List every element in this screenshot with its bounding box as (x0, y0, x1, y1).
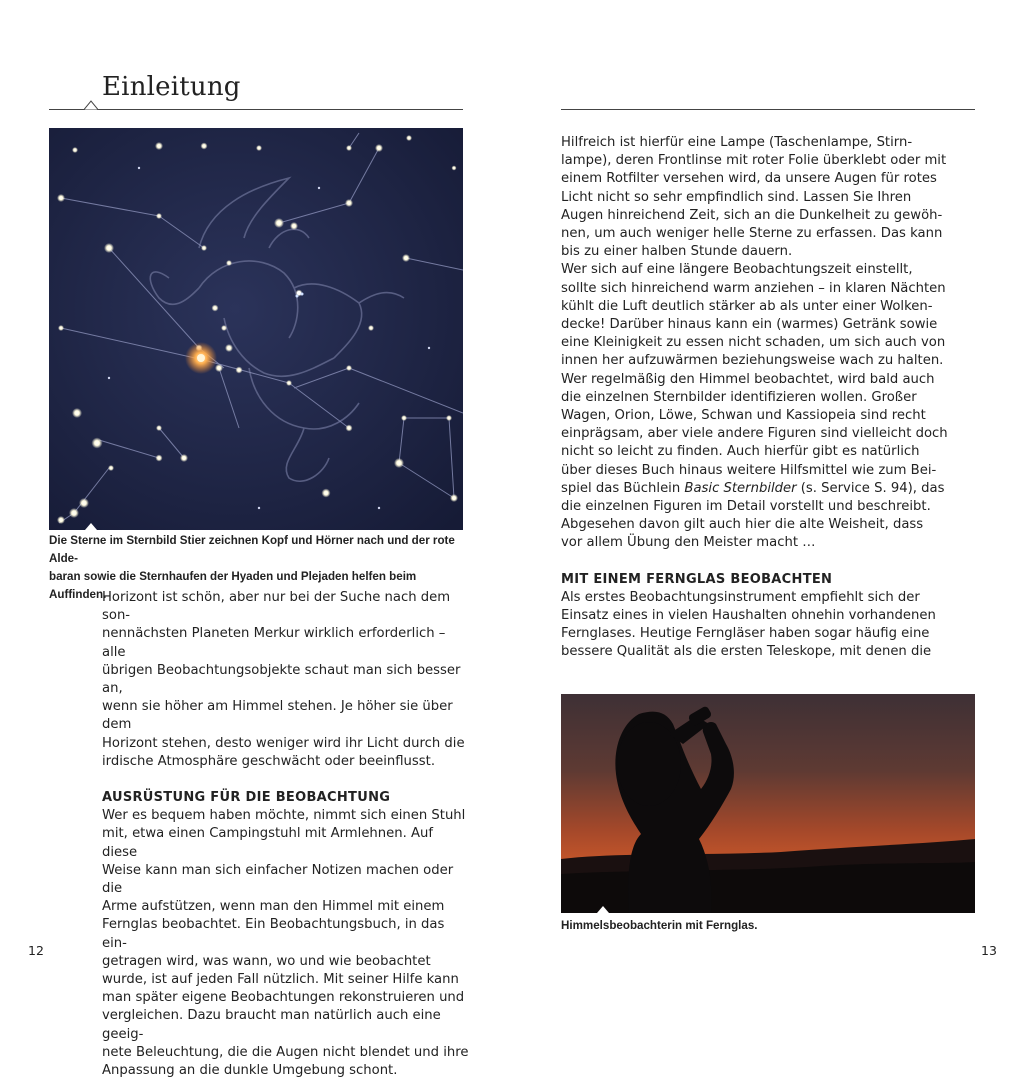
text-line: einem Rotfilter versehen wird, da unsere Augen für rotes (561, 171, 937, 187)
text-line: Als erstes Beobachtungsinstrument empfiehlt sich der (561, 589, 920, 605)
text-line: bessere Qualität als die ersten Teleskope, mit denen die (561, 644, 932, 660)
text-line-with-italic (561, 480, 981, 498)
text-line: über dieses Buch hinaus weitere Hilfsmittel wie zum Bei- (561, 462, 937, 478)
text-line: man später eigene Beobachtungen rekonstruieren und (102, 990, 465, 1006)
text-line: Weise kann man sich einfacher Notizen machen oder die (102, 862, 454, 897)
text-line: eine Kleinigkeit zu essen nicht schaden, um sich auch von (561, 335, 946, 351)
text-line: Arme aufstützen, wenn man den Himmel mit einem (102, 899, 445, 915)
taurus-star-photo (49, 128, 463, 530)
text-line: Abgesehen davon gilt auch hier die alte Weisheit, dass (561, 517, 924, 533)
text-line: Augen hinreichend Zeit, sich an die Dunkelheit zu gewöh- (561, 207, 943, 223)
page-number-right: 13 (981, 943, 997, 958)
page-number-left: 12 (28, 943, 44, 958)
text-line: Wer sich auf eine längere Beobachtungszeit einstellt, (561, 262, 913, 278)
text-line: Horizont ist schön, aber nur bei der Suche nach dem son- (102, 590, 451, 624)
text-line: Licht nicht so sehr empfindlich sind. Lassen Sie Ihren (561, 189, 912, 205)
star-field (49, 128, 463, 530)
text-line: Wer es bequem haben möchte, nimmt sich einen Stuhl (102, 808, 466, 824)
text-line: die einzelnen Sternbilder identifizieren wollen. Großer (561, 389, 917, 405)
caption-pointer-left (85, 523, 97, 530)
text-line: wenn sie höher am Himmel stehen. Je höher sie über dem (102, 699, 453, 733)
text-line: lampe), deren Frontlinse mit roter Folie überklebt oder mit (561, 153, 947, 169)
left-body-text (102, 589, 472, 1080)
text-line: bis zu einer halben Stunde dauern. (561, 244, 793, 260)
text-line: mit, etwa einen Campingstuhl mit Armlehnen. Auf diese (102, 826, 434, 860)
text-line: sollte sich hinreichend warm anziehen – in klaren Nächten (561, 280, 946, 296)
text-line: die einzelnen Figuren im Detail vorstellt und beschreibt. (561, 499, 931, 515)
text-line: getragen wird, was wann, wo und wie beobachtet (102, 953, 431, 969)
text-line: nen, um auch weniger helle Sterne zu erfassen. Das kann (561, 226, 943, 242)
binocular-observer-photo (561, 694, 975, 913)
header-rule-left (49, 109, 463, 110)
caption-pointer-right (597, 906, 609, 913)
sunset-silhouette (561, 694, 975, 913)
right-body-text (561, 134, 981, 662)
binocular-photo-caption: Himmelsbeobachterin mit Fernglas. (561, 919, 758, 932)
text-line: vergleichen. Dazu braucht man natürlich auch eine geeig- (102, 1008, 441, 1042)
text-line: Anpassung an die dunkle Umgebung schont. (102, 1063, 398, 1079)
section-heading-binoculars: MIT EINEM FERNGLAS BEOBACHTEN (561, 571, 833, 587)
text-line: vor allem Übung den Meister macht … (561, 535, 816, 551)
chapter-title: Einleitung (102, 72, 241, 102)
text-line: nicht so leicht zu finden. Auch hierfür gibt es natürlich (561, 444, 920, 460)
header-notch (84, 100, 98, 110)
text-line: übrigen Beobachtungsobjekte schaut man sich besser an, (102, 662, 461, 697)
section-heading-equipment: AUSRÜSTUNG FÜR DIE BEOBACHTUNG (102, 790, 391, 806)
text-line: Fernglas beobachtet. Ein Beobachtungsbuch, in das ein- (102, 917, 445, 951)
caption-line: Die Sterne im Sternbild Stier zeichnen Kopf und Hörner nach und der rote Alde- (49, 534, 455, 565)
text-line: einprägsam, aber viele andere Figuren sind vielleicht doch (561, 426, 948, 442)
book-title-italic: Basic Sternbilder (684, 480, 797, 496)
text-line: innen her aufzuwärmen beziehungsweise wach zu halten. (561, 353, 944, 369)
text-line: Fernglases. Heutige Ferngläser haben sogar häufig eine (561, 626, 930, 642)
caption-line: baran sowie die Sternhaufen der Hyaden und Plejaden helfen beim Auffinden. (49, 570, 417, 601)
text-line: decke! Darüber hinaus kann ein (warmes) Getränk sowie (561, 317, 938, 333)
text-line: Horizont stehen, desto weniger wird ihr Licht durch die (102, 735, 465, 751)
text-line: Wer regelmäßig den Himmel beobachtet, wird bald auch (561, 371, 935, 387)
text-line: irdische Atmosphäre geschwächt oder beeinflusst. (102, 753, 436, 769)
text-line: wurde, ist auf jeden Fall nützlich. Mit seiner Hilfe kann (102, 972, 459, 988)
header-rule-right (561, 109, 975, 110)
text-fragment: spiel das Büchlein (561, 480, 685, 496)
text-line: Einsatz eines in vielen Haushalten ohnehin vorhandenen (561, 608, 936, 624)
text-fragment: (s. Service S. 94), das (796, 480, 945, 496)
text-line: Wagen, Orion, Löwe, Schwan und Kassiopeia sind recht (561, 408, 926, 424)
text-line: nennächsten Planeten Merkur wirklich erforderlich – alle (102, 626, 446, 660)
text-line: kühlt die Luft deutlich stärker ab als unter einer Wolken- (561, 298, 933, 314)
text-line: Hilfreich ist hierfür eine Lampe (Taschenlampe, Stirn- (561, 135, 913, 150)
text-line: nete Beleuchtung, die die Augen nicht blendet und ihre (102, 1044, 469, 1060)
